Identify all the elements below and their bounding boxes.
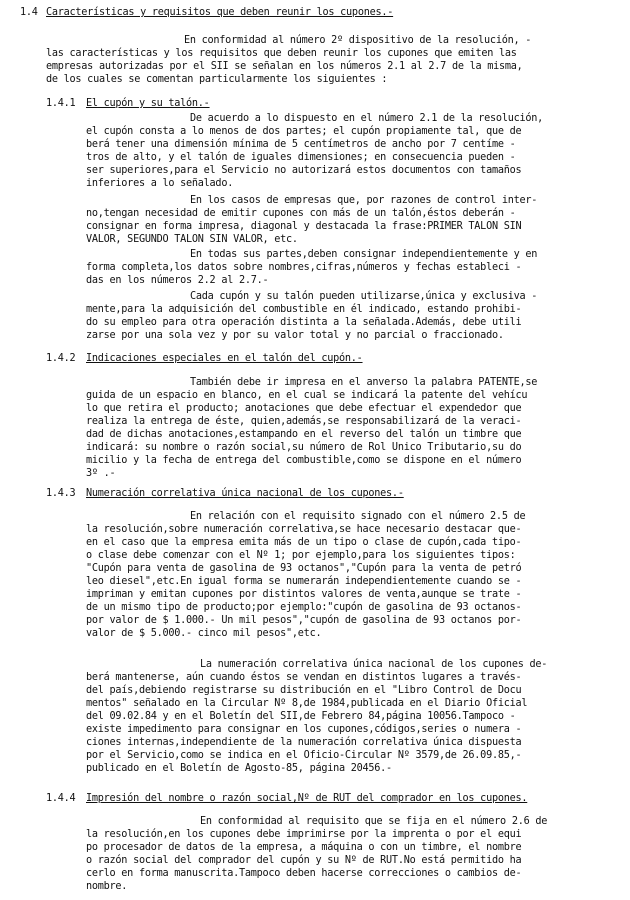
text-line: la resolución,sobre numeración correlativa,se hace necesario destacar que-	[86, 524, 522, 535]
text-line: zarse por una sola vez y por su valor total y no parcial o fraccionado.	[86, 330, 504, 341]
section-number: 1.4.2	[46, 353, 76, 364]
text-line: VALOR, SEGUNDO TALON SIN VALOR, etc.	[86, 234, 298, 245]
text-line: la resolución,en los cupones debe imprimirse por la imprenta o por el equi	[86, 829, 522, 840]
text-line: dad de dichas anotaciones,estampando en el reverso del talón un timbre que	[86, 429, 522, 440]
section-heading: Impresión del nombre o razón social,Nº de RUT del comprador en los cupones.	[86, 793, 528, 804]
text-line: ser superiores,para el Servicio no autorizará estos documentos con tamaños	[86, 165, 522, 176]
text-line: publicado en el Boletín de Agosto-85, página 20456.-	[86, 763, 392, 774]
text-line: existe impedimento para consignar en los cupones,códigos,series o numera -	[86, 724, 522, 735]
text-line: tros de alto, y el talón de iguales dimensiones; en consecuencia pueden -	[86, 152, 516, 163]
text-line: das en los números 2.2 al 2.7.-	[86, 275, 269, 286]
text-line: mente,para la adquisición del combustible en él indicado, estando prohibi-	[86, 304, 522, 315]
text-line: en el caso que la empresa emita más de un tipo o clase de cupón,cada tipo-	[86, 537, 522, 548]
text-line: valor de $ 5.000.- cinco mil pesos",etc.	[86, 628, 322, 639]
text-line: de un mismo tipo de producto;por ejemplo:"cupón de gasolina de 93 octanos-	[86, 602, 522, 613]
text-line: Cada cupón y su talón pueden utilizarse,única y exclusiva -	[190, 291, 538, 302]
section-number: 1.4.4	[46, 793, 76, 804]
text-line: guida de un espacio en blanco, en el cual se indicará la patente del vehícu	[86, 390, 528, 401]
text-line: impriman y emitan cupones por distintos valores de venta,aunque se trate -	[86, 589, 522, 600]
text-line: ciones internas,independiente de la numeración correlativa única dispuesta	[86, 737, 522, 748]
section-number: 1.4.1	[46, 98, 76, 109]
section-heading: Características y requisitos que deben reunir los cupones.-	[46, 7, 394, 18]
text-line: nombre.	[86, 881, 128, 892]
text-line: De acuerdo a lo dispuesto en el número 2.1 de la resolución,	[190, 113, 544, 124]
section-number: 1.4.3	[46, 488, 76, 499]
text-line: lo que retira el producto; anotaciones que debe efectuar el expendedor que	[86, 403, 522, 414]
text-line: mentos" señalado en la Circular Nº 8,de 1984,publicada en el Diario Oficial	[86, 698, 528, 709]
section-number: 1.4	[20, 7, 38, 18]
text-line: realiza la entrega de éste, quien,además,se responsabilizará de la veraci-	[86, 416, 522, 427]
section-heading: Numeración correlativa única nacional de los cupones.-	[86, 488, 404, 499]
text-line: micilio y la fecha de entrega del combustible,como se dispone en el número	[86, 455, 522, 466]
text-line: por valor de $ 1.000.- Un mil pesos","cupón de gasolina de 93 octanos por-	[86, 615, 522, 626]
text-line: indicará: su nombre o razón social,su número de Rol Unico Tributario,su do	[86, 442, 522, 453]
text-line: "Cupón para venta de gasolina de 93 octanos","Cupón para la venta de petró	[86, 563, 522, 574]
section-heading: El cupón y su talón.-	[86, 98, 210, 109]
text-line: inferiores a lo señalado.	[86, 178, 234, 189]
section-heading: Indicaciones especiales en el talón del cupón.-	[86, 353, 363, 364]
text-line: o razón social del comprador del cupón y su Nº de RUT.No está permitido ha	[86, 855, 522, 866]
text-line: También debe ir impresa en el anverso la palabra PATENTE,se	[190, 377, 538, 388]
text-line: berá tener una dimensión mínima de 5 centímetros de ancho por 7 centíme -	[86, 139, 516, 150]
text-line: La numeración correlativa única nacional de los cupones de-	[200, 659, 548, 670]
text-line: En todas sus partes,deben consignar independientemente y en	[190, 249, 538, 260]
text-line: berá mantenerse, aún cuando éstos se vendan en distintos lugares a través-	[86, 672, 522, 683]
text-line: En los casos de empresas que, por razones de control inter-	[190, 195, 538, 206]
text-line: del país,debiendo registrarse su distribución en el "Libro Control de Docu	[86, 685, 522, 696]
text-line: del 09.02.84 y en el Boletín del SII,de Febrero 84,página 10056.Tampoco -	[86, 711, 516, 722]
text-line: por el Servicio,como se indica en el Oficio-Circular Nº 3579,de 26.09.85,-	[86, 750, 522, 761]
text-line: leo diesel",etc.En igual forma se numerarán independientemente cuando se -	[86, 576, 522, 587]
text-line: el cupón consta a lo menos de dos partes; el cupón propiamente tal, que de	[86, 126, 522, 137]
text-line: no,tengan necesidad de emitir cupones con más de un talón,éstos deberán -	[86, 208, 516, 219]
text-line: po procesador de datos de la empresa, a máquina o con un timbre, el nombre	[86, 842, 522, 853]
text-line: de los cuales se comentan particularmente los siguientes :	[46, 74, 388, 85]
text-line: 3º .-	[86, 468, 116, 479]
text-line: empresas autorizadas por el SII se señalan en los números 2.1 al 2.7 de la misma,	[46, 61, 523, 72]
text-line: En relación con el requisito signado con el número 2.5 de	[190, 511, 526, 522]
text-line: o clase debe comenzar con el Nº 1; por ejemplo,para los siguientes tipos:	[86, 550, 516, 561]
text-line: do su empleo para otra operación distinta a la señalada.Además, debe utili	[86, 317, 522, 328]
text-line: forma completa,los datos sobre nombres,cifras,números y fechas estableci -	[86, 262, 522, 273]
text-line: consignar en forma impresa, diagonal y destacada la frase:PRIMER TALON SIN	[86, 221, 522, 232]
text-line: En conformidad al requisito que se fija en el número 2.6 de	[200, 816, 548, 827]
text-line: las características y los requisitos que deben reunir los cupones que emiten las	[46, 48, 517, 59]
text-line: cerlo en forma manuscrita.Tampoco deben hacerse correcciones o cambios de-	[86, 868, 522, 879]
text-line: En conformidad al número 2º dispositivo de la resolución, -	[184, 35, 532, 46]
